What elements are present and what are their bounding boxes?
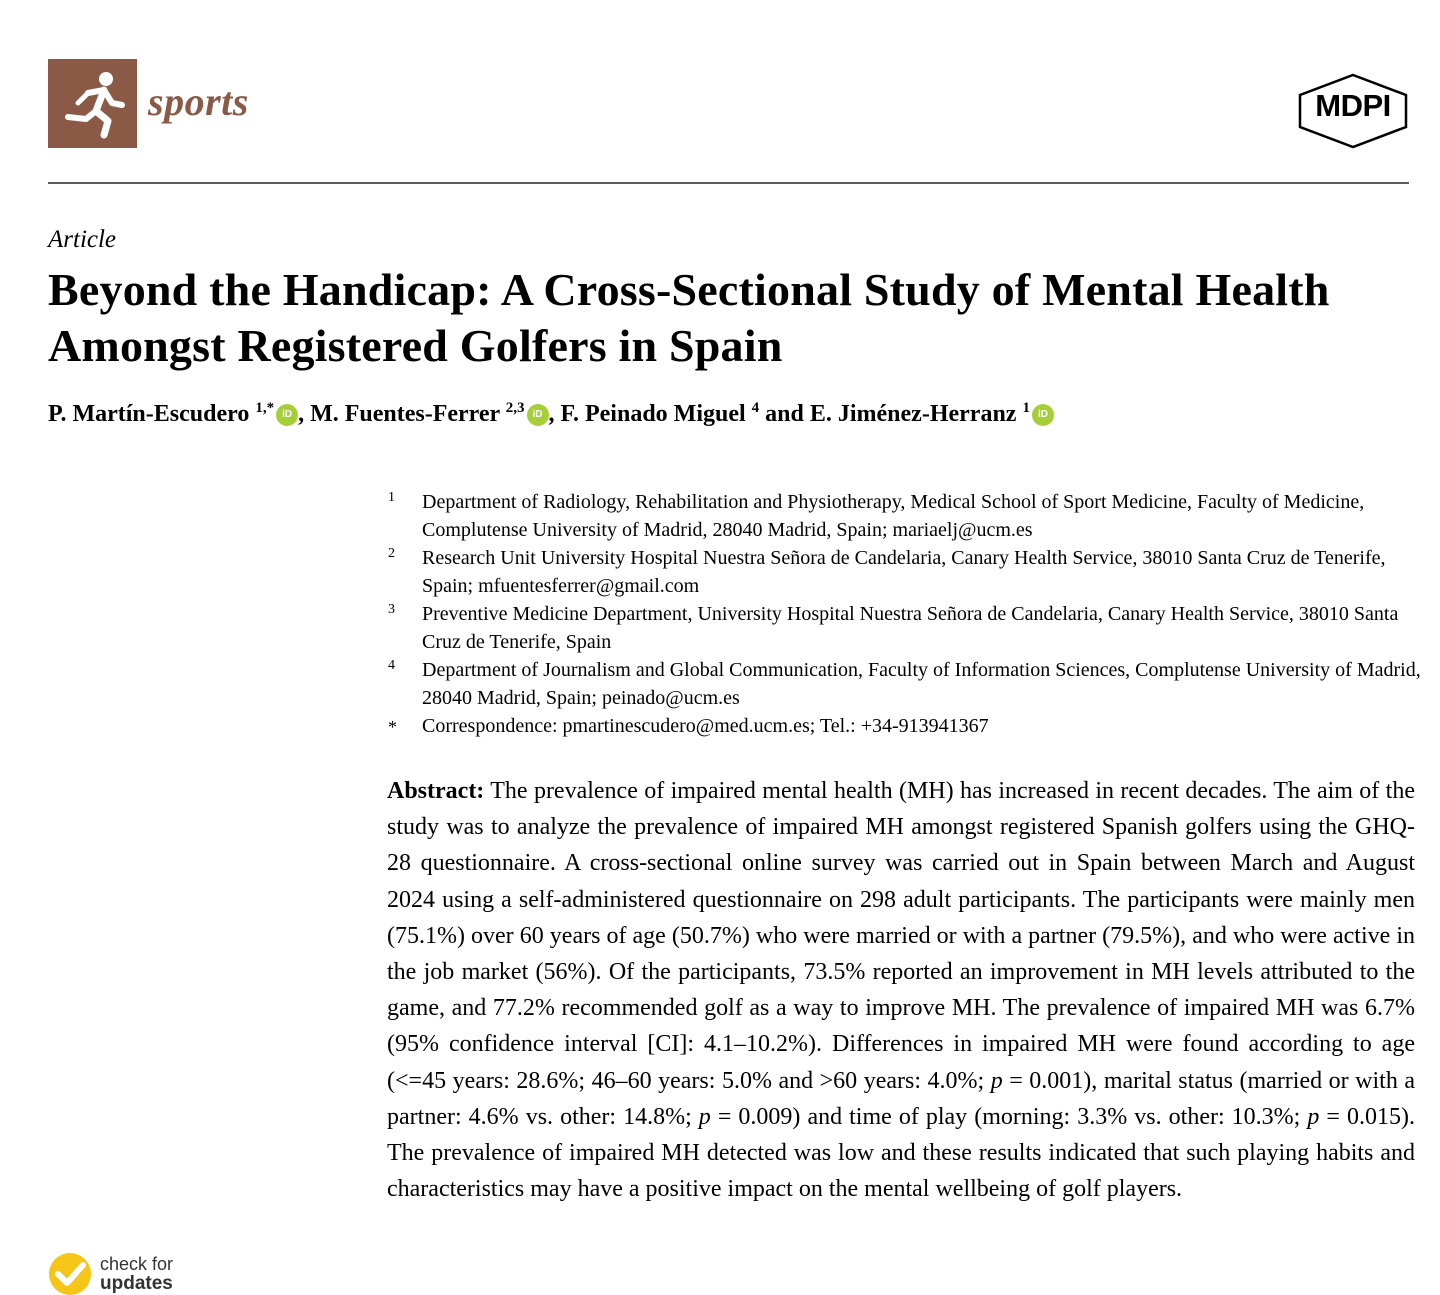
affiliation-list bbox=[386, 488, 1426, 742]
orcid-icon[interactable]: iD bbox=[527, 404, 549, 426]
article-type: Article bbox=[48, 226, 117, 253]
affiliation-number: 1 bbox=[388, 490, 395, 505]
affiliation-text: Research Unit University Hospital Nuestra Señora de Candelaria, Canary Health Service, 38010 Santa Cruz de Tenerife, Spain; mfuentesferrer@gmail.com bbox=[422, 547, 1386, 597]
correspondence-marker: * bbox=[388, 717, 397, 737]
affiliation-number: 4 bbox=[388, 658, 395, 673]
affiliation-item bbox=[386, 544, 1426, 600]
badge-text-bottom: updates bbox=[100, 1273, 173, 1294]
orcid-icon[interactable]: iD bbox=[1032, 404, 1054, 426]
author-list: P. Martín-Escudero $^{1,*}$ iD , M. Fuentes-Ferrer $^{2,3}$ iD , F. Peinado Miguel $^4$ and E. Jiménez-Herranz $^1$ iD bbox=[48, 400, 1418, 428]
author-name[interactable]: P. Martín-Escudero bbox=[48, 401, 250, 427]
runner-icon bbox=[48, 59, 137, 148]
affiliation-text: Department of Journalism and Global Communication, Faculty of Information Sciences, Complutense University of Madrid, 28040 Madrid, Spain; peinado@ucm.es bbox=[422, 659, 1421, 709]
affiliation-item bbox=[386, 656, 1426, 712]
abstract-label: Abstract: bbox=[387, 778, 485, 804]
author-affiliation-ref: 1,* bbox=[255, 400, 275, 416]
abstract: Abstract: The prevalence of impaired mental health (MH) has increased in recent decades. The aim of the study was to analyze the prevalence of impaired MH amongst registered Spanish golfers using the GHQ-28 questionnaire. A cross-sectional online survey was carried out in Spain between March and August 2024 using a self-administered questionnaire on 298 adult participants. The participants were mainly men (75.1%) over 60 years of age (50.7%) who were married or with a partner (79.5%), and who were active in the job market (56%). Of the participants, 73.5% reported an improvement in MH levels attributed to the game, and 77.2% recommended golf as a way to improve MH. The prevalence of impaired MH was 6.7% (95% confidence interval [CI]: 4.1–10.2%). Differences in impaired MH were found according to age (<=45 years: 28.6%; 46–60 years: 5.0% and >60 years: 4.0%; p = 0.001), marital status (married or with a partner: 4.6% vs. other: 14.8%; p = 0.009) and time of play (morning: 3.3% vs. other: 10.3%; p = 0.015). The prevalence of impaired MH detected was low and these results indicated that such playing habits and characteristics may have a positive impact on the mental wellbeing of golf players. bbox=[387, 778, 1415, 1203]
affiliation-text: Preventive Medicine Department, University Hospital Nuestra Señora de Candelaria, Canary Health Service, 38010 Santa Cruz de Tenerife, Spain bbox=[422, 603, 1399, 653]
badge-text-top: check for bbox=[100, 1254, 174, 1274]
author-affiliation-ref: 1 bbox=[1022, 400, 1030, 416]
check-badge-icon bbox=[48, 1252, 92, 1295]
author-affiliation-ref: 2,3 bbox=[505, 400, 525, 416]
author-affiliation-ref: 4 bbox=[751, 400, 760, 416]
author-name[interactable]: M. Fuentes-Ferrer bbox=[310, 401, 500, 427]
affiliation-item bbox=[386, 600, 1426, 656]
affiliation-item bbox=[386, 488, 1426, 544]
page-title: Beyond the Handicap: A Cross-Sectional Study of Mental Health Amongst Registered Golfers in Spain bbox=[48, 264, 1330, 371]
author-name[interactable]: F. Peinado Miguel bbox=[560, 401, 746, 427]
affiliation-text: Department of Radiology, Rehabilitation and Physiotherapy, Medical School of Sport Medicine, Faculty of Medicine, Complutense University of Madrid, 28040 Madrid, Spain; mariaelj@ucm.es bbox=[422, 491, 1365, 541]
header-divider bbox=[48, 182, 1409, 184]
affiliation-number: 3 bbox=[388, 602, 395, 617]
publisher-name: MDPI bbox=[1315, 88, 1391, 123]
orcid-icon[interactable]: iD bbox=[276, 404, 298, 426]
journal-logo bbox=[48, 59, 137, 148]
correspondence-text: Correspondence: pmartinescudero@med.ucm.es; Tel.: +34-913941367 bbox=[422, 715, 989, 737]
check-for-updates-badge[interactable] bbox=[48, 1252, 188, 1295]
correspondence-item bbox=[386, 712, 1426, 742]
author-name[interactable]: E. Jiménez-Herranz bbox=[809, 401, 1017, 427]
journal-name: sports bbox=[148, 79, 249, 124]
affiliation-number: 2 bbox=[388, 546, 395, 561]
